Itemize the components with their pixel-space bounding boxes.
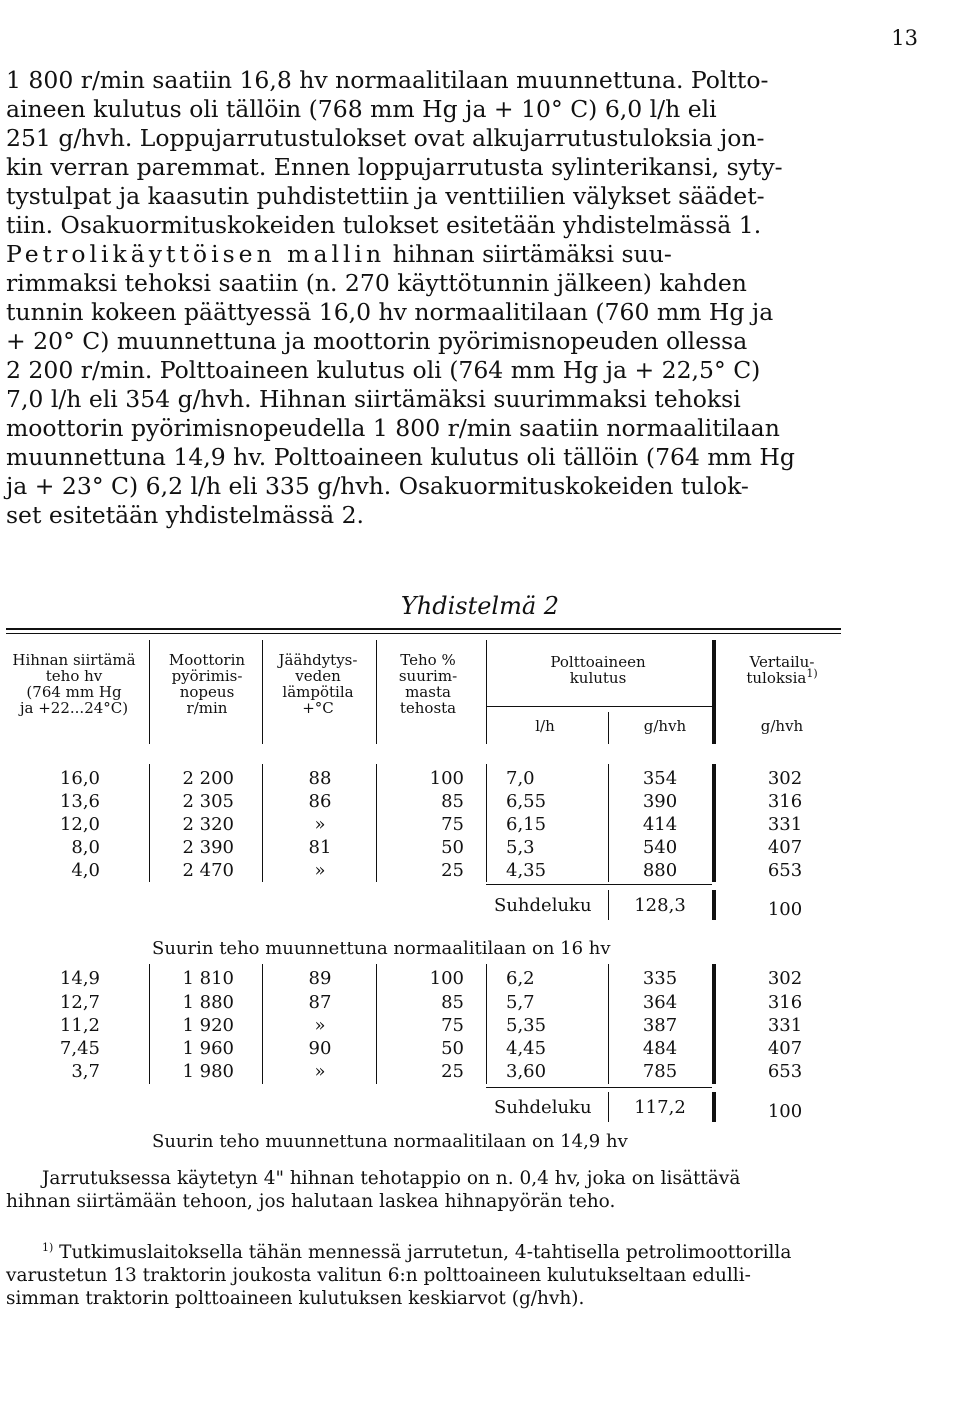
column-divider [608, 712, 609, 744]
column-divider [149, 764, 150, 882]
block2-caption: Suurin teho muunnettuna normaalitilaan on 16 hv [152, 938, 611, 959]
text-line: 251 g/hvh. Loppujarrutustulokset ovat alkujarrutustuloksia jon- [6, 124, 765, 152]
column-divider [608, 964, 609, 1084]
text-line: tunnin kokeen päättyessä 16,0 hv normaalitilaan (760 mm Hg ja [6, 298, 774, 326]
cell-fuel-lh: 7,0 [506, 768, 535, 789]
cell-belt-power: 16,0 [59, 768, 100, 789]
cell-coolant-temp: 87 [308, 992, 332, 1013]
cell-power-percent: 75 [441, 1015, 464, 1036]
cell-fuel-ghvh: 335 [642, 968, 678, 989]
after-table-note [6, 1167, 858, 1213]
cell-fuel-ghvh: 387 [642, 1015, 678, 1036]
text-line: 2 200 r/min. Polttoaineen kulutus oli (764 mm Hg ja + 22,5° C) [6, 356, 761, 384]
cell-comparison: 331 [767, 814, 803, 835]
column-divider-thick [712, 764, 716, 882]
cell-fuel-ghvh: 484 [642, 1038, 678, 1059]
ratio-value: 128,3 [634, 895, 686, 916]
header-subrule [486, 706, 712, 707]
header-comparison-label: Vertailu- tuloksia [746, 653, 815, 687]
cell-power-percent: 100 [429, 968, 464, 989]
column-divider-thick [712, 890, 716, 920]
header-fuel-consumption: Polttoaineen kulutus [550, 653, 646, 687]
cell-engine-speed: 1 810 [182, 968, 234, 989]
ratio-value: 117,2 [634, 1097, 686, 1118]
text-line: varustetun 13 traktorin joukosta valitun 6:n polttoaineen kulutukseltaan edulli- [6, 1265, 751, 1286]
cell-power-percent: 50 [441, 1038, 464, 1059]
column-divider [149, 964, 150, 1084]
cell-engine-speed: 1 880 [182, 992, 234, 1013]
cell-power-percent: 75 [441, 814, 464, 835]
cell-belt-power: 3,7 [71, 1061, 100, 1082]
text-line: tystulpat ja kaasutin puhdistettiin ja venttiilien välykset säädet- [6, 182, 765, 210]
ratio-comparison: 100 [767, 899, 803, 920]
text-line [6, 240, 858, 269]
ratio-label: Suhdeluku [494, 1097, 592, 1118]
footnote-text: Tutkimuslaitoksella tähän mennessä jarrutetun, 4-tahtisella petrolimoottorilla [53, 1242, 792, 1263]
cell-belt-power: 12,0 [59, 814, 100, 835]
ratio-comparison: 100 [767, 1101, 803, 1122]
cell-belt-power: 13,6 [59, 791, 100, 812]
header-coolant-temp: Jäähdytys- veden lämpötila +°C [278, 651, 358, 717]
cell-engine-speed: 1 960 [182, 1038, 234, 1059]
header-engine-speed: Moottorin pyörimis- nopeus r/min [168, 651, 246, 717]
cell-power-percent: 85 [441, 791, 464, 812]
block2-footer: Suurin teho muunnettuna normaalitilaan on 14,9 hv [152, 1131, 628, 1152]
cell-comparison: 331 [767, 1015, 803, 1036]
cell-belt-power: 4,0 [71, 860, 100, 881]
column-divider [486, 640, 487, 744]
column-divider [262, 640, 263, 744]
cell-engine-speed: 1 980 [182, 1061, 234, 1082]
cell-coolant-temp: » [314, 860, 326, 881]
column-divider-thick [712, 640, 716, 744]
header-comparison [722, 654, 842, 686]
column-divider-thick [712, 964, 716, 1084]
column-divider [262, 764, 263, 882]
cell-engine-speed: 2 305 [182, 791, 234, 812]
text-line: Jarrutuksessa käytetyn 4" hihnan tehotappio on n. 0,4 hv, joka on lisättävä [42, 1168, 741, 1189]
cell-fuel-lh: 6,2 [506, 968, 535, 989]
cell-fuel-ghvh: 880 [642, 860, 678, 881]
header-belt-power: Hihnan siirtämä teho hv (764 mm Hg ja +22...24°C) [12, 651, 136, 717]
cell-fuel-ghvh: 785 [642, 1061, 678, 1082]
column-divider [486, 964, 487, 1084]
cell-belt-power: 8,0 [71, 837, 100, 858]
cell-fuel-ghvh: 540 [642, 837, 678, 858]
cell-belt-power: 11,2 [59, 1015, 100, 1036]
text-line: muunnettuna 14,9 hv. Polttoaineen kulutus oli tällöin (764 mm Hg [6, 443, 795, 471]
footnote-marker: 1) [42, 1240, 54, 1254]
cell-fuel-ghvh: 364 [642, 992, 678, 1013]
cell-comparison: 653 [767, 860, 803, 881]
text-line: 1 800 r/min saatiin 16,8 hv normaalitilaan muunnettuna. Poltto- [6, 66, 769, 94]
cell-coolant-temp: » [314, 814, 326, 835]
cell-fuel-lh: 3,60 [506, 1061, 547, 1082]
table-title: Yhdistelmä 2 [400, 592, 560, 620]
column-divider [608, 764, 609, 882]
cell-power-percent: 100 [429, 768, 464, 789]
cell-comparison: 407 [767, 837, 803, 858]
cell-fuel-lh: 5,3 [506, 837, 535, 858]
spaced-lead: Petrolikäyttöisen mallin [6, 240, 386, 268]
cell-fuel-lh: 4,35 [506, 860, 547, 881]
text-line: + 20° C) muunnettuna ja moottorin pyörimisnopeuden ollessa [6, 327, 748, 355]
cell-power-percent: 85 [441, 992, 464, 1013]
column-divider [608, 890, 609, 920]
column-divider [486, 764, 487, 882]
table-top-rule-thin [6, 633, 841, 634]
column-divider [376, 640, 377, 744]
text-line: simman traktorin polttoaineen kulutuksen keskiarvot (g/hvh). [6, 1288, 585, 1309]
table-top-rule [6, 628, 841, 630]
cell-coolant-temp: 86 [308, 791, 332, 812]
cell-comparison: 653 [767, 1061, 803, 1082]
header-power-percent: Teho % suurim- masta tehosta [398, 651, 458, 717]
cell-fuel-lh: 4,45 [506, 1038, 547, 1059]
text-line: aineen kulutus oli tällöin (768 mm Hg ja + 10° C) 6,0 l/h eli [6, 95, 717, 123]
text-line [6, 1241, 858, 1264]
column-divider-thick [712, 1092, 716, 1122]
cell-coolant-temp: 88 [308, 768, 332, 789]
cell-coolant-temp: » [314, 1061, 326, 1082]
cell-fuel-lh: 6,55 [506, 791, 547, 812]
page-number: 13 [891, 26, 918, 50]
cell-comparison: 316 [767, 992, 803, 1013]
text-line: kin verran paremmat. Ennen loppujarrutusta sylinterikansi, syty- [6, 153, 783, 181]
header-comparison-unit: g/hvh [760, 717, 804, 735]
column-divider [376, 764, 377, 882]
cell-engine-speed: 2 320 [182, 814, 234, 835]
cell-power-percent: 50 [441, 837, 464, 858]
cell-power-percent: 25 [441, 860, 464, 881]
column-divider [376, 964, 377, 1084]
column-divider [262, 964, 263, 1084]
cell-engine-speed: 2 390 [182, 837, 234, 858]
cell-comparison: 302 [767, 968, 803, 989]
text-line: ja + 23° C) 6,2 l/h eli 335 g/hvh. Osakuormituskokeiden tulok- [6, 472, 749, 500]
cell-comparison: 302 [767, 768, 803, 789]
cell-comparison: 407 [767, 1038, 803, 1059]
cell-coolant-temp: 90 [308, 1038, 332, 1059]
text-line-rest: hihnan siirtämäksi suu- [385, 240, 672, 268]
text-line: set esitetään yhdistelmässä 2. [6, 501, 364, 529]
cell-fuel-ghvh: 414 [642, 814, 678, 835]
cell-coolant-temp: 89 [308, 968, 332, 989]
cell-fuel-ghvh: 390 [642, 791, 678, 812]
cell-fuel-ghvh: 354 [642, 768, 678, 789]
cell-engine-speed: 1 920 [182, 1015, 234, 1036]
column-divider [608, 1092, 609, 1122]
header-fuel-ghvh: g/hvh [643, 717, 687, 735]
header-fuel-lh: l/h [535, 717, 555, 735]
cell-belt-power: 14,9 [59, 968, 100, 989]
body-paragraph [6, 66, 858, 530]
cell-fuel-lh: 5,35 [506, 1015, 547, 1036]
cell-comparison: 316 [767, 791, 803, 812]
cell-engine-speed: 2 200 [182, 768, 234, 789]
column-divider [149, 640, 150, 744]
cell-power-percent: 25 [441, 1061, 464, 1082]
text-line: 7,0 l/h eli 354 g/hvh. Hihnan siirtämäksi suurimmaksi tehoksi [6, 385, 741, 413]
text-line: tiin. Osakuormituskokeiden tulokset esitetään yhdistelmässä 1. [6, 211, 762, 239]
cell-coolant-temp: 81 [308, 837, 332, 858]
text-line: hihnan siirtämään tehoon, jos halutaan laskea hihnapyörän teho. [6, 1191, 616, 1212]
cell-belt-power: 7,45 [59, 1038, 100, 1059]
ratio-rule [486, 884, 712, 885]
cell-coolant-temp: » [314, 1015, 326, 1036]
footnote [6, 1241, 858, 1310]
text-line: moottorin pyörimisnopeudella 1 800 r/min saatiin normaalitilaan [6, 414, 780, 442]
ratio-rule [486, 1087, 712, 1088]
text-line: rimmaksi tehoksi saatiin (n. 270 käyttötunnin jälkeen) kahden [6, 269, 747, 297]
footnote-marker: 1) [806, 667, 818, 680]
cell-fuel-lh: 5,7 [506, 992, 535, 1013]
cell-belt-power: 12,7 [59, 992, 100, 1013]
ratio-label: Suhdeluku [494, 895, 592, 916]
cell-engine-speed: 2 470 [182, 860, 234, 881]
cell-fuel-lh: 6,15 [506, 814, 547, 835]
